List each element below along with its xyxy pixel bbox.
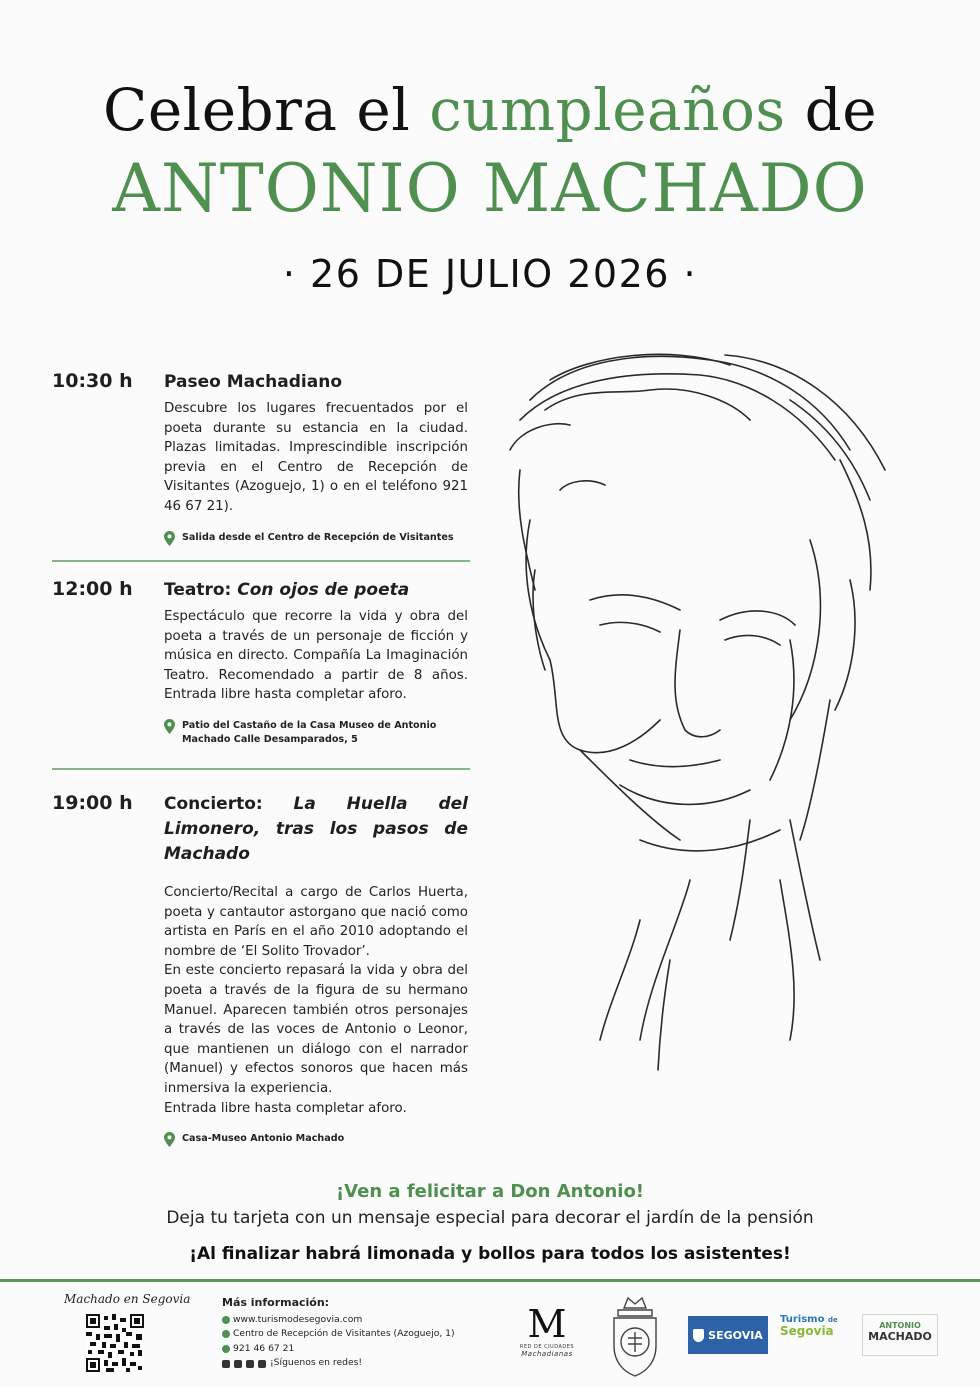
info-address (222, 1327, 455, 1342)
event-title-italic: Con ojos de poeta (237, 580, 410, 600)
headline-celebra (0, 76, 980, 144)
event-body (164, 370, 468, 546)
portrait-sketch (490, 340, 910, 1080)
contact-info (222, 1296, 455, 1371)
globe-icon (222, 1316, 230, 1324)
segovia-shield-icon (693, 1329, 704, 1342)
event-time: 19:00 h (52, 792, 133, 814)
location-pin-icon (222, 1330, 230, 1338)
logo-turismo-segovia (780, 1314, 852, 1354)
logo-antonio-machado (862, 1314, 938, 1356)
event-title-italic: La Huella del Limonero, tras los pasos de Machado (164, 794, 468, 864)
linkedin-icon[interactable] (258, 1360, 266, 1368)
event-location-text: Casa-Museo Antonio Machado (182, 1133, 345, 1145)
headline-cumpleanos: cumpleaños (429, 76, 786, 144)
footer-brand: Machado en Segovia (64, 1292, 191, 1306)
cta-note: ¡Al finalizar habrá limonada y bollos para todos los asistentes! (189, 1244, 791, 1264)
event-date: · 26 DE JULIO 2026 · (282, 252, 698, 296)
event-title (164, 792, 468, 867)
instagram-icon[interactable] (222, 1360, 230, 1368)
event-description-p3: Entrada libre hasta completar aforo. (164, 1100, 407, 1116)
logo-m-letter: M (527, 1302, 567, 1346)
location-pin-icon (164, 719, 175, 734)
info-web[interactable] (222, 1313, 455, 1328)
separator (52, 560, 470, 562)
location-pin-icon (164, 531, 175, 546)
headline-name: ANTONIO MACHADO (112, 150, 868, 227)
info-phone-text[interactable]: 921 46 67 21 (233, 1342, 295, 1354)
logo-turismo-city: Segovia (780, 1324, 834, 1338)
event-location (164, 531, 468, 546)
logo-turismo-de: de (827, 1316, 838, 1324)
event-description (164, 883, 468, 1118)
logo-red-ciudades-machadianas (512, 1304, 582, 1376)
facebook-icon[interactable] (234, 1360, 242, 1368)
event-description-p2: En este concierto repasará la vida y obra del poeta a través de la figura de su hermano Manuel. Aparecen también otros personajes a través de las voces de Antonio o Leonor, que mantienen un diálogo con el narrador (Manuel) y efectos sonoros que hacen más inmersiva la experiencia. (164, 963, 468, 1096)
info-web-text[interactable]: www.turismodesegovia.com (233, 1313, 363, 1325)
info-title: Más información: (222, 1296, 330, 1309)
logo-turismo-word: Turismo (780, 1314, 825, 1325)
event-time: 12:00 h (52, 578, 133, 600)
event-time: 10:30 h (52, 370, 133, 392)
coat-of-arms-icon (606, 1294, 664, 1378)
info-phone[interactable] (222, 1342, 455, 1357)
logo-m-script: Machadianas (521, 1350, 573, 1358)
footer-divider (0, 1279, 980, 1282)
separator (52, 768, 470, 770)
event-title (164, 578, 468, 603)
event-description: Espectáculo que recorre la vida y obra del poeta a través de un personaje de ficción y música en directo. Compañía La Imaginación Teatro. Recomendado a partir de 8 años. Entrada libre hasta completar aforo. (164, 609, 468, 703)
event-description-p1: Concierto/Recital a cargo de Carlos Huerta, poeta y cantautor astorgano que nació como artista en París en el año 2010 adoptando el nombre de ‘El Solito Trovador’. (164, 885, 468, 959)
logo-segovia (688, 1316, 768, 1354)
event-location-text: Salida desde el Centro de Recepción de Visitantes (182, 531, 454, 543)
event-body (164, 792, 468, 1147)
phone-icon (222, 1345, 230, 1353)
event-location (164, 719, 468, 747)
location-pin-icon (164, 1132, 175, 1147)
event-location (164, 1132, 468, 1147)
cta-heading: ¡Ven a felicitar a Don Antonio! (335, 1181, 645, 1202)
event-title-prefix: Teatro: (164, 580, 238, 600)
event-body (164, 578, 468, 747)
qr-code-icon[interactable] (86, 1314, 144, 1372)
logo-segovia-text: SEGOVIA (708, 1328, 763, 1342)
headline-part: Celebra el (102, 76, 430, 144)
cta-text: Deja tu tarjeta con un mensaje especial para decorar el jardín de la pensión (166, 1208, 814, 1228)
info-address-text: Centro de Recepción de Visitantes (Azoguejo, 1) (233, 1328, 455, 1340)
event-location-text: Patio del Castaño de la Casa Museo de Antonio Machado Calle Desamparados, 5 (182, 719, 437, 745)
event-title: Paseo Machadiano (164, 372, 343, 392)
info-social (222, 1356, 455, 1371)
headline-part: de (785, 76, 878, 144)
x-icon[interactable] (246, 1360, 254, 1368)
logo-am-last: MACHADO (868, 1330, 932, 1343)
info-social-text: ¡Síguenos en redes! (270, 1357, 363, 1369)
event-title-prefix: Concierto: (164, 794, 294, 814)
logo-am-first: ANTONIO (879, 1321, 921, 1330)
logo-m-text: RED DE CIUDADES (519, 1344, 575, 1350)
event-description: Descubre los lugares frecuentados por el poeta durante su estancia en la ciudad. Plazas limitadas. Imprescindible inscripción previa en el Centro de Recepción de Visitantes (Azoguejo, 1) o en el teléfono 921 46 67 21). (164, 401, 468, 514)
